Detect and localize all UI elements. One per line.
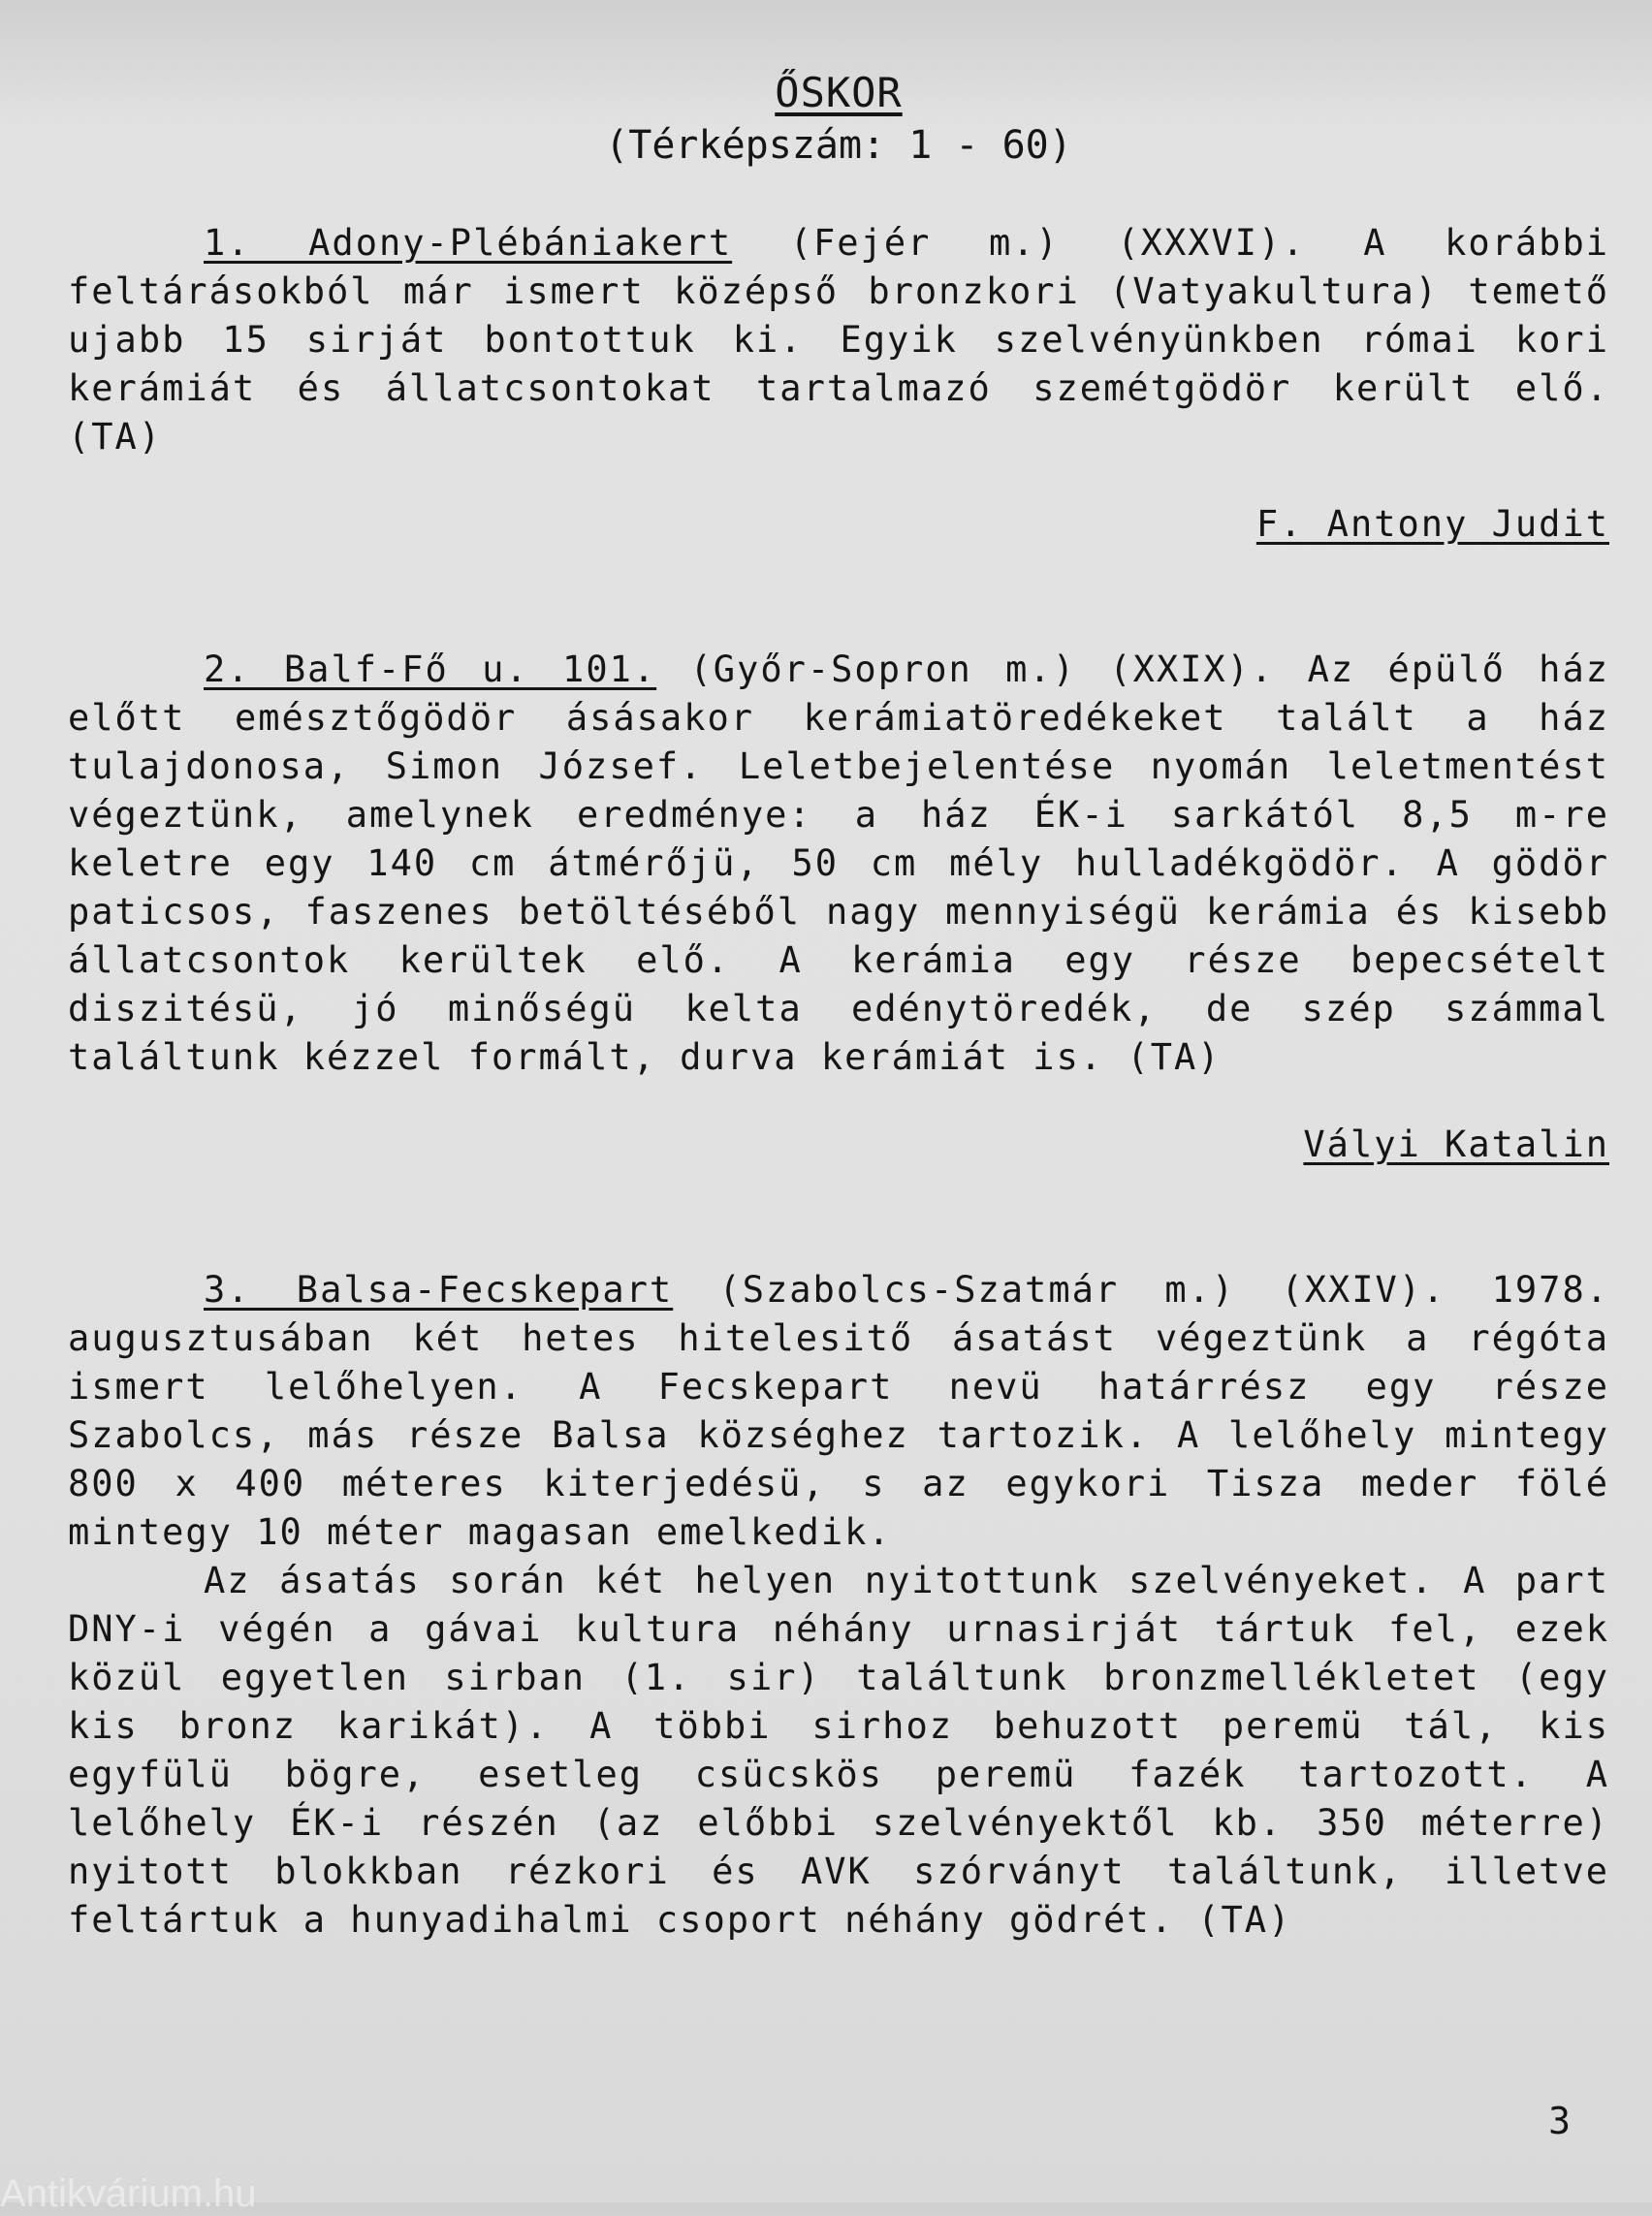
entry-3 (68, 1266, 1609, 1945)
entry-2 (68, 646, 1609, 1082)
entry-1-author: F. Antony Judit (1255, 503, 1609, 545)
entry-2-author-line (68, 1121, 1609, 1169)
document-page (68, 68, 1609, 2162)
page-number: 3 (1548, 2100, 1571, 2142)
entry-3-paragraph-2: Az ásatás során két helyen nyitottunk szelvényeket. A part DNY-i végén a gávai kultura néhány urnasirját tártuk fel, ezek közül egyetlen sirban (1. sir) találtunk bronzmellékletet (egy kis bronz karikát). A többi sirhoz behuzott peremü tál, kis egyfülü bögre, esetleg csücskös peremü fazék tartozott. A lelőhely ÉK-i részén (az előbbi szelvényektől kb. 350 méterre) nyitott blokkban rézkori és AVK szórványt találtunk, illetve feltártuk a hunyadihalmi csoport néhány gödrét. (TA) (68, 1560, 1609, 1941)
entry-1-place: 1. Adony-Plébániakert (204, 222, 733, 264)
entry-1-paragraph (68, 219, 1609, 461)
entry-3-place: 3. Balsa-Fecskepart (204, 1269, 674, 1311)
section-heading: ŐSKOR (775, 69, 903, 116)
entry-2-paragraph (68, 646, 1609, 1082)
entry-3-paragraph-1 (68, 1266, 1609, 1557)
section-title (68, 68, 1609, 118)
entry-1 (68, 219, 1609, 461)
entry-1-author-line (68, 500, 1609, 549)
entry-2-place: 2. Balf-Fő u. 101. (204, 649, 657, 690)
map-number-subtitle: (Térképszám: 1 - 60) (605, 123, 1072, 168)
entry-1-text: (Fejér m.) (XXXVI). A korábbi feltárásokból már ismert középső bronzkori (Vatyakultura) temető ujabb 15 sirját bontottuk ki. Egyik szelvényünkben római kori kerámiát és állatcsontokat tartalmazó szemétgödör került elő. (TA) (68, 222, 1610, 458)
watermark: Antikvárium.hu (0, 2172, 257, 2215)
entry-2-author: Vályi Katalin (1303, 1124, 1609, 1165)
entry-2-text: (Győr-Sopron m.) (XXIX). Az épülő ház előtt emésztőgödör ásásakor kerámiatöredékeket talált a ház tulajdonosa, Simon József. Leletbejelentése nyomán leletmentést végeztünk, amelynek eredménye: a ház ÉK-i sarkától 8,5 m-re keletre egy 140 cm átmérőjü, 50 cm mély hulladékgödör. A gödör paticsos, faszenes betöltéséből nagy mennyiségü kerámia és kisebb állatcsontok kerültek elő. A kerámia egy része bepecsételt diszitésü, jó minőségü kelta edénytöredék, de szép számmal találtunk kézzel formált, durva kerámiát is. (TA) (68, 649, 1610, 1078)
entry-3-text: (Szabolcs-Szatmár m.) (XXIV). 1978. augusztusában két hetes hitelesitő ásatást végeztünk a régóta ismert lelőhelyen. A Fecskepart nevü határrész egy része Szabolcs, más része Balsa községhez tartozik. A lelőhely mintegy 800 x 400 méteres kiterjedésü, s az egykori Tisza meder fölé mintegy 10 méter magasan emelkedik. (68, 1269, 1610, 1553)
